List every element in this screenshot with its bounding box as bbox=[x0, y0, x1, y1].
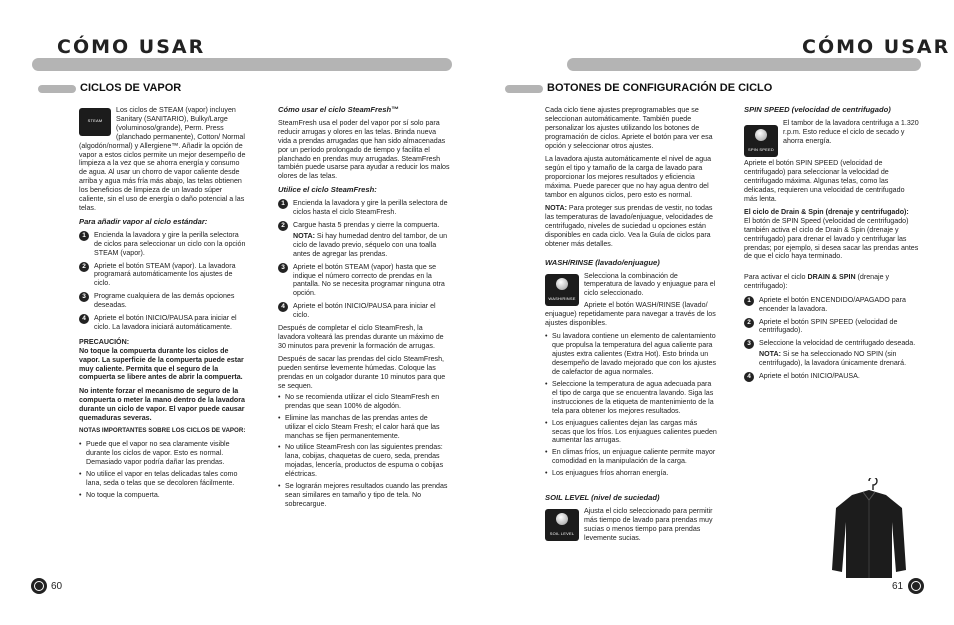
soil-level-text: Ajusta el ciclo seleccionado para permitir más tiempo de lavado para prendas muy sucias o menos tiempo para prendas levemente sucias. bbox=[584, 506, 713, 542]
wash-rinse-bullet: • Seleccione la temperatura de agua adecuada para el tipo de carga que se encuentra lavando. Siga las instrucciones de la etiqueta de mantenimiento de la tela para obtener los mejores resultados. bbox=[545, 380, 717, 416]
drain-spin-activate: Para activar el ciclo DRAIN & SPIN (drenaje y centrifugado): bbox=[744, 273, 890, 291]
after-text-2: Después de sacar las prendas del ciclo SteamFresh, pueden sentirse levemente húmedas. Coloque las prendas en un colgador durante 10 minutos para que se sequen. bbox=[278, 355, 446, 390]
add-step-1: 1 Encienda la lavadora y gire la perilla selectora de ciclos para seleccionar un ciclo con la opción STEAM (vapor). bbox=[79, 231, 247, 258]
spin-speed-text-1: El tambor de la lavadora centrifuga a 1.320 r.p.m. Esto reduce el ciclo de secado y ahorra energía. bbox=[783, 118, 919, 145]
caution-text-1: No toque la compuerta durante los ciclos de vapor. La superficie de la compuerta puede estar muy caliente. Permita que el seguro de la compuerta se libere antes de abrir la compuerta. bbox=[79, 346, 244, 382]
spin-speed-text-2: Apriete el botón SPIN SPEED (velocidad de centrifugado) para seleccionar la velocidad de centrifugado máxima. Algunas telas, como las delicadas, requieren una velocidad de centrifugado más lenta. bbox=[744, 158, 905, 203]
left-column-1 bbox=[79, 106, 247, 502]
right-column-1 bbox=[545, 106, 717, 547]
right-column-2 bbox=[744, 106, 919, 385]
left-page-number: 60 bbox=[51, 581, 63, 592]
left-column-2 bbox=[278, 106, 450, 512]
wash-rinse-text-1: Selecciona la combinación de temperatura de lavado y enjuague para el ciclo seleccionado. bbox=[584, 271, 716, 298]
add-steam-title: Para añadir vapor al ciclo estándar: bbox=[79, 216, 208, 226]
wash-rinse-button-icon: WASH/RINSE bbox=[545, 274, 579, 306]
wash-rinse-title: WASH/RINSE (lavado/enjuague) bbox=[545, 257, 660, 267]
steamfresh-bullet: • Se lograrán mejores resultados cuando las prendas sean similares en tamaño y tipo de tela. No sobrecargue. bbox=[278, 482, 450, 509]
lg-logo-icon bbox=[908, 578, 924, 594]
steamfresh-title: Cómo usar el ciclo SteamFresh™ bbox=[278, 105, 399, 114]
ds-step-1: 1 Apriete el botón ENCENDIDO/APAGADO para encender la lavadora. bbox=[744, 296, 919, 314]
right-section-title: BOTONES DE CONFIGURACIÓN DE CICLO bbox=[547, 82, 773, 94]
spin-speed-title: SPIN SPEED (velocidad de centrifugado) bbox=[744, 105, 891, 114]
wash-rinse-bullet: • Los enjuagues calientes dejan las cargas más secas que los fríos. Los enjuagues calientes pueden aumentar las arrugas. bbox=[545, 419, 717, 446]
right-page-header: CÓMO USAR bbox=[802, 36, 951, 58]
add-step-3: 3 Programe cualquiera de las demás opciones deseadas. bbox=[79, 292, 247, 310]
left-page-header: CÓMO USAR bbox=[57, 36, 206, 58]
ds-step-2: 2 Apriete el botón SPIN SPEED (velocidad de centrifugado). bbox=[744, 318, 919, 336]
ds-step-3: 3 Seleccione la velocidad de centrifugado deseada. bbox=[744, 339, 919, 348]
lg-logo-icon bbox=[31, 578, 47, 594]
after-text-1: Después de completar el ciclo SteamFresh, la lavadora volteará las prendas durante un máximo de 30 minutos para prevenir la formación de arrugas. bbox=[278, 324, 444, 350]
drain-spin-text: El botón de SPIN Speed (velocidad de centrifugado) también activa el ciclo de Drain & Spin (drenaje y centrifugado) para drenar el lavado y centrifugar las prendas; por ejemplo, si desea sacar las prendas antes de que el ciclo haya terminado. bbox=[744, 216, 919, 261]
steamfresh-bullet: • No utilice SteamFresh con las siguientes prendas: lana, cobijas, chaquetas de cuero, seda, prendas mojadas, lencería, productos de espuma o cobijas eléctricas. bbox=[278, 443, 450, 479]
wash-rinse-text-2: Apriete el botón WASH/RINSE (lavado/ enjuague) repetidamente para navegar a través de los ajustes disponibles. bbox=[545, 301, 716, 328]
settings-note: NOTA: Para proteger sus prendas de vestir, no todas las temperaturas de lavado/enjuague, velocidades de centrifugado, niveles de suciedad u opciones están disponibles en cada ciclo. Vea la Guía de ciclos para obtener más detalles. bbox=[545, 204, 713, 248]
wash-rinse-bullet: • Los enjuagues fríos ahorran energía. bbox=[545, 469, 717, 478]
use-note: NOTA: Si hay humedad dentro del tambor, de un ciclo de lavado previo, séquelo con una toalla antes de agregar las prendas. bbox=[293, 231, 448, 258]
notes-title: NOTAS IMPORTANTES SOBRE LOS CICLOS DE VAPOR: bbox=[79, 427, 246, 434]
settings-intro-2: La lavadora ajusta automáticamente el nivel de agua según el tipo y tamaño de la carga de lavado para proporcionar los mejores resultados y eficiencia máxima. Puede parecer que no hay agua dentro del tambor en algunos ciclos, pero esto es normal. bbox=[545, 155, 712, 199]
spin-speed-button-icon: SPIN SPEED bbox=[744, 125, 778, 157]
steam-button-icon: STEAM bbox=[79, 108, 111, 136]
left-section-pill bbox=[38, 85, 76, 93]
ds-note: NOTA: Si se ha seleccionado NO SPIN (sin centrifugado), la lavadora únicamente drenará. bbox=[759, 350, 907, 368]
use-step-1: 1 Encienda la lavadora y gire la perilla selectora de ciclos hasta el ciclo SteamFresh. bbox=[278, 199, 450, 217]
steamfresh-bullet: • No se recomienda utilizar el ciclo SteamFresh en prendas que sean 100% de algodón. bbox=[278, 393, 450, 411]
wash-rinse-bullet: • En climas fríos, un enjuague caliente permite mayor comodidad en la manipulación de la carga. bbox=[545, 448, 717, 466]
drain-spin-title: El ciclo de Drain & Spin (drenaje y centrifugado): bbox=[744, 207, 909, 216]
steamfresh-intro: SteamFresh usa el poder del vapor por sí solo para reducir arrugas y olores en las telas. Brinda nueva vida a prendas arrugadas que han sido almacenadas por un período prolongado de tiempo y facilita el planchado en prendas muy arrugadas. SteamFresh también puede usarse para ayudar a reducir los malos olores de las telas. bbox=[278, 118, 450, 181]
shirt-on-hanger-illustration bbox=[830, 478, 908, 580]
steam-intro: Los ciclos de STEAM (vapor) incluyen Sanitary (SANITARIO), Bulky/Large (voluminoso/grande), Perm. Press (planchado permanente), Cotton/ Normal (algodón/normal) y Allergiene™. Añadir la opción de vapor a estos ciclos permite un mejor desempeño de limpieza a la vez que se ahorra energía y consumo de agua. Al usar un chorro de vapor caliente desde arriba y agua más fría más abajo, las telas obtienen los beneficios de limpieza de un lavado súper caliente, sin el uso de energía o daño potencial a las telas. bbox=[79, 106, 246, 212]
use-steamfresh-title: Utilice el ciclo SteamFresh: bbox=[278, 185, 377, 195]
add-step-2: 2 Apriete el botón STEAM (vapor). La lavadora programará automáticamente los ajustes de ciclo. bbox=[79, 262, 247, 289]
steamfresh-bullet: • Elimine las manchas de las prendas antes de utilizar el ciclo Steam Fresh; el calor hará que las manchas se fijen permanentemente. bbox=[278, 414, 450, 441]
note-item: • Puede que el vapor no sea claramente visible durante los ciclos de vapor. Esto es normal. Demasiado vapor podría dañar las prendas. bbox=[79, 440, 247, 467]
soil-level-button-icon: SOIL LEVEL bbox=[545, 509, 579, 541]
note-item: • No utilice el vapor en telas delicadas tales como lana, seda o telas que se decoloren fácilmente. bbox=[79, 470, 247, 488]
caution-title: PRECAUCIÓN: bbox=[79, 337, 130, 346]
left-section-title: CICLOS DE VAPOR bbox=[80, 82, 182, 94]
use-step-3: 3 Apriete el botón STEAM (vapor) hasta que se indique el número correcto de prendas en la pantalla. No se necesita programar ninguna otra opción. bbox=[278, 263, 450, 299]
note-item: • No toque la compuerta. bbox=[79, 491, 247, 500]
add-step-4: 4 Apriete el botón INICIO/PAUSA para iniciar el ciclo. La lavadora iniciará automáticamente. bbox=[79, 314, 247, 332]
right-page-number: 61 bbox=[892, 581, 904, 592]
soil-level-title: SOIL LEVEL (nivel de suciedad) bbox=[545, 493, 660, 503]
right-section-pill bbox=[505, 85, 543, 93]
caution-text-2: No intente forzar el mecanismo de seguro de la compuerta o meter la mano dentro de la lavadora durante un ciclo de vapor. El vapor puede causar quemaduras severas. bbox=[79, 386, 245, 422]
wash-rinse-bullet: • Su lavadora contiene un elemento de calentamiento que propulsa la temperatura del agua caliente para ajustes extra calientes (Extra Hot). Esto brinda un desempeño de lavado mejorado que con los ajustes de calefactor de agua normales. bbox=[545, 332, 717, 377]
right-header-bar bbox=[567, 58, 921, 71]
use-step-2: 2 Cargue hasta 5 prendas y cierre la compuerta. bbox=[278, 221, 450, 230]
settings-intro-1: Cada ciclo tiene ajustes preprogramables que se seleccionan automáticamente. También puede personalizar los ajustes utilizando los botones de programación de ciclos. Apriete el botón para ver esa opción y seleccionar otros ajustes. bbox=[545, 106, 713, 150]
left-header-bar bbox=[32, 58, 452, 71]
use-step-4: 4 Apriete el botón INICIO/PAUSA para iniciar el ciclo. bbox=[278, 302, 450, 320]
ds-step-4: 4 Apriete el botón INICIO/PAUSA. bbox=[744, 372, 919, 381]
